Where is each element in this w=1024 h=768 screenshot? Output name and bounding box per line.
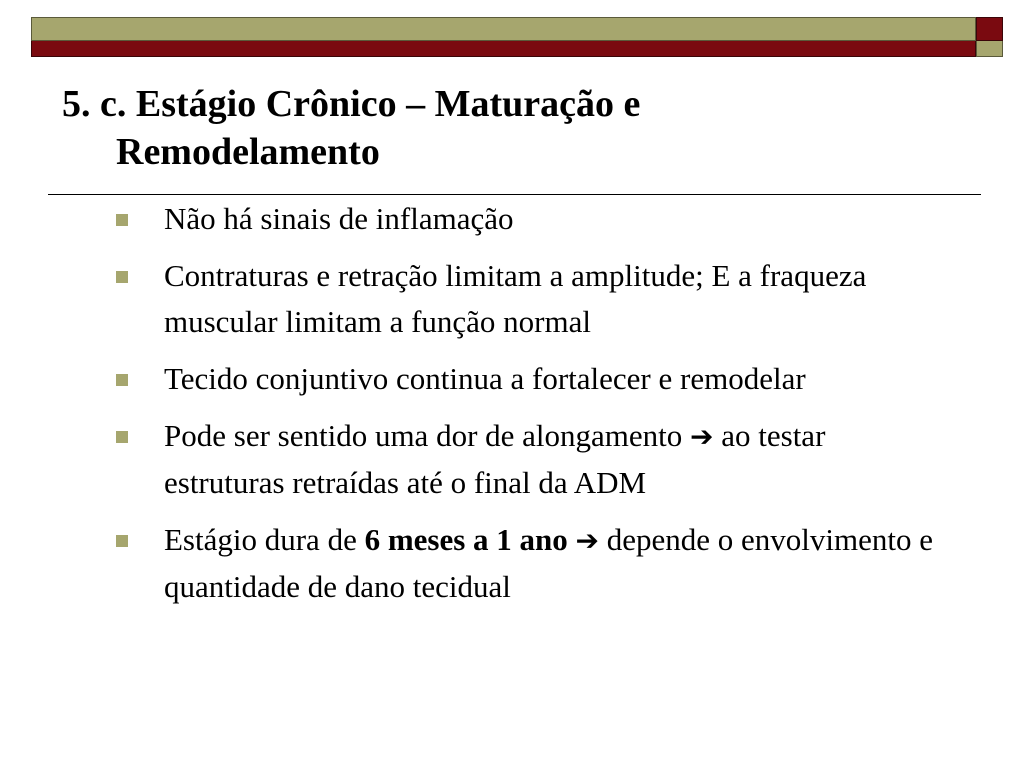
square-bullet-icon: [116, 374, 128, 386]
bullet-text-after: depende o envolvimento e quantidade de dano tecidual: [164, 522, 934, 604]
header-corner-olive: [976, 41, 1003, 57]
slide-title: [62, 80, 962, 176]
bullet-text: Contraturas e retração limitam a amplitude; E a fraqueza muscular limitam a função normal: [164, 258, 867, 339]
header-corner-maroon: [976, 17, 1003, 41]
bullet-item: [116, 196, 946, 242]
square-bullet-icon: [116, 214, 128, 226]
square-bullet-icon: [116, 535, 128, 547]
bullet-list: [116, 196, 946, 621]
bullet-item: [116, 517, 946, 610]
bullet-item: [116, 253, 946, 345]
slide-title-line1: 5. c. Estágio Crônico – Maturação e: [62, 83, 641, 125]
slide-title-line2: Remodelamento: [116, 131, 380, 173]
square-bullet-icon: [116, 431, 128, 443]
header-band-maroon: [31, 41, 976, 57]
bullet-text-after: ao testar estruturas retraídas até o final da ADM: [164, 418, 826, 500]
bullet-text: Não há sinais de inflamação: [164, 201, 514, 236]
square-bullet-icon: [116, 271, 128, 283]
bullet-text: Tecido conjuntivo continua a fortalecer e remodelar: [164, 361, 806, 396]
title-divider: [48, 194, 981, 195]
bullet-text-before: Pode ser sentido uma dor de alongamento: [164, 418, 683, 453]
bullet-item: [116, 356, 946, 402]
header-band-olive: [31, 17, 976, 41]
bullet-item: [116, 413, 946, 506]
arrow-right-icon: ➔: [690, 420, 714, 453]
bullet-text-bold: 6 meses a 1 ano: [364, 522, 568, 557]
bullet-text-before: Estágio dura de: [164, 522, 357, 557]
arrow-right-icon: ➔: [575, 524, 600, 557]
